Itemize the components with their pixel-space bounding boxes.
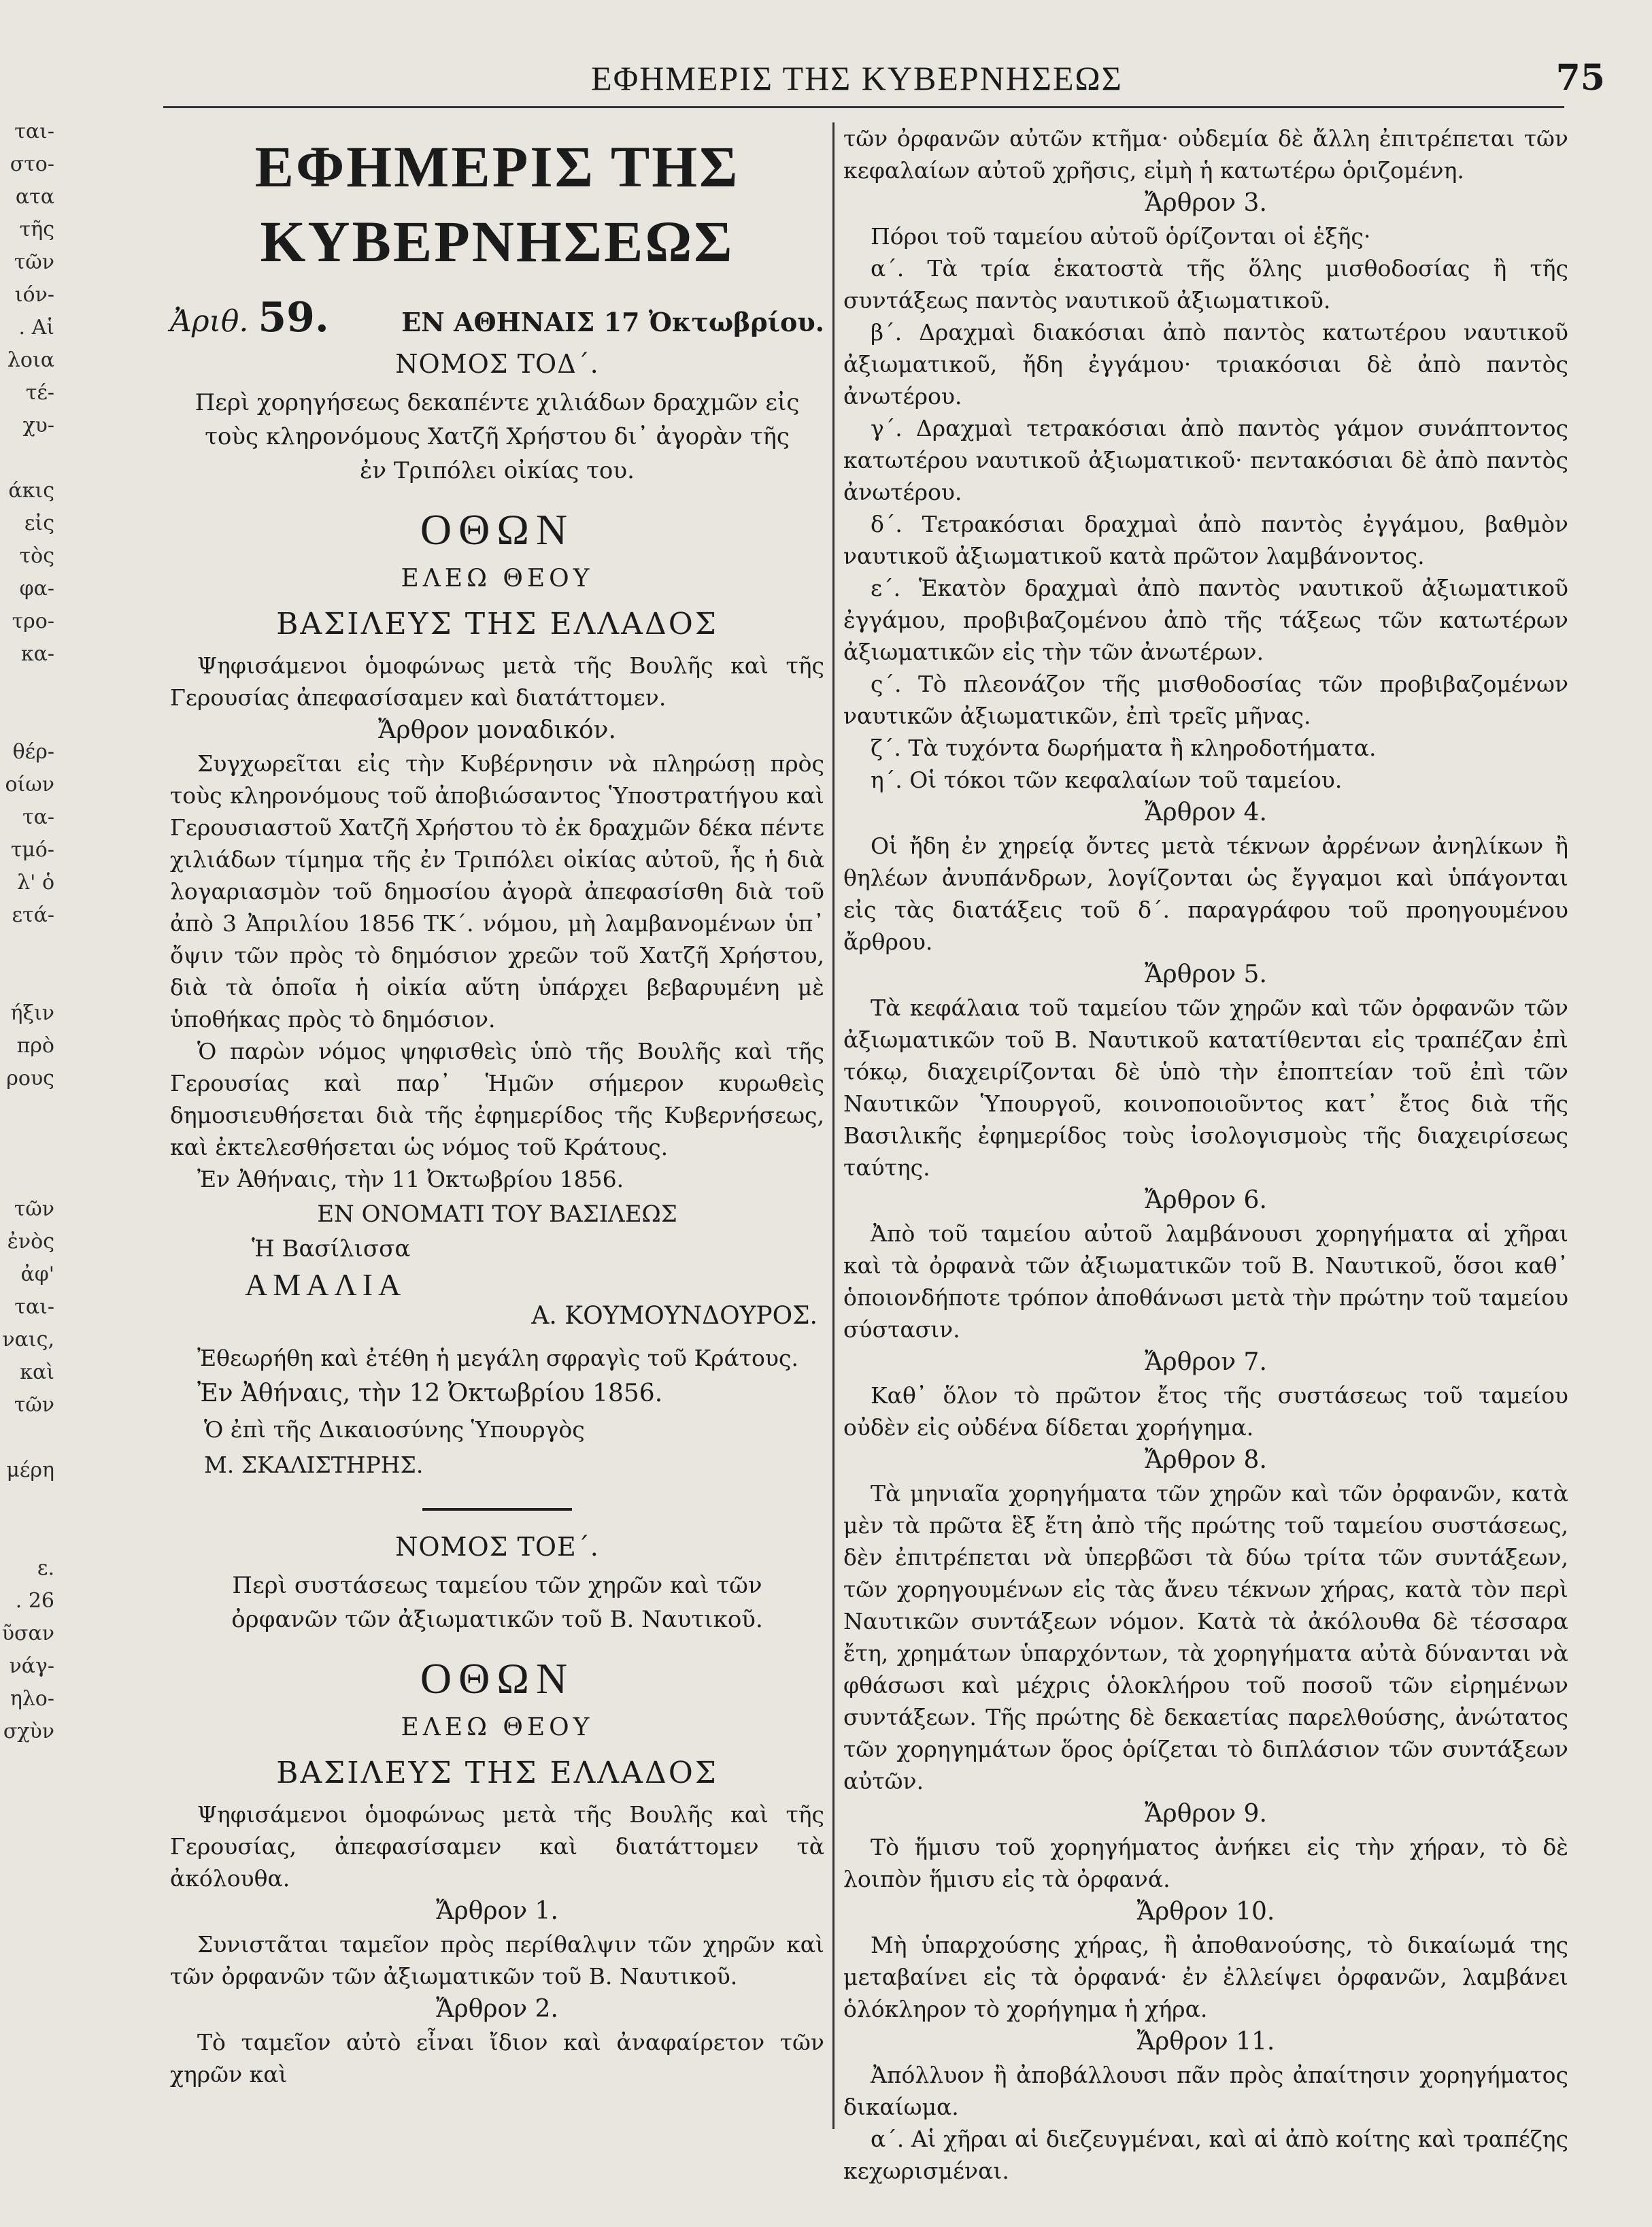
law2-king-title: ΒΑΣΙΛΕΥΣ ΤΗΣ ΕΛΛΑΔΟΣ xyxy=(276,1756,718,1790)
article-4-heading: Ἄρθρον 4. xyxy=(1145,799,1267,826)
margin-fragment: ται- xyxy=(14,120,54,144)
article-2-continuation: τῶν ὀρφανῶν αὐτῶν κτῆμα· οὐδεμία δὲ ἄλλη ἐπιτρέπεται τῶν κεφαλαίων αὐτοῦ χρῆσις, εἰμὴ ἡ κατωτέρω ὁριζομένη. xyxy=(843,125,1568,184)
margin-fragment: τέ- xyxy=(25,381,54,405)
minister-signature: Α. ΚΟΥΜΟΥΝΔΟΥΡΟΣ. xyxy=(531,1302,817,1330)
seal-statement: Ἐθεωρήθη καὶ ἐτέθη ἡ μεγάλη σφραγὶς τοῦ Κράτους. xyxy=(197,1345,798,1371)
margin-fragment: φα- xyxy=(19,577,54,601)
margin-fragment: ετά- xyxy=(12,903,54,927)
article-3-item-d: δ΄. Τετρακόσιαι δραχμαὶ ἀπὸ παντὸς ἐγγάμου, βαθμὸν ναυτικοῦ ἀξιωματικοῦ κατὰ πρῶτον λαμβάνοντος. xyxy=(843,511,1568,569)
margin-fragment: λ' ὁ xyxy=(17,871,54,894)
margin-fragment: τῶν xyxy=(14,250,54,274)
issue-number-block xyxy=(170,294,329,341)
margin-fragment: τῶν xyxy=(14,1393,54,1417)
issue-line xyxy=(170,279,824,340)
law2-article-2-heading: Ἄρθρον 2. xyxy=(436,1995,558,2023)
margin-fragment: μέρη xyxy=(6,1458,54,1482)
margin-fragment: τα- xyxy=(22,805,54,829)
margin-fragment xyxy=(0,1160,54,1193)
law-body: Συγχωρεῖται εἰς τὴν Κυβέρνησιν νὰ πληρώσῃ πρὸς τοὺς κληρονόμους τοῦ ἀποβιώσαντος Ὑποστρατήγου καὶ Γερουσιαστοῦ Χατζῆ Χρήστου τὸ ἐκ δραχμῶν δέκα πέντε χιλιάδων τίμημα τῆς ἐν Τριπόλει οἰκίας αὐτοῦ, ἧς ἡ διὰ λογαριασμὸν τοῦ δημοσίου ἀγορὰ ἀπεφασίσθη διὰ τοῦ ἀπὸ 3 Ἀπριλίου 1856 ΤΚ΄. νόμου, μὴ λαμβανομένων ὑπ᾽ ὄψιν τῶν πρὸς τὸ δημόσιον χρεῶν τοῦ Χατζῆ Χρήστου, διὰ τὰ ὁποῖα ἡ οἰκία αὕτη ὑπάρχει βεβαρυμένη μὲ ὑποθήκας πρὸς τὸ δημόσιον. xyxy=(170,750,824,1033)
law-subject: Περὶ χορηγήσεως δεκαπέντε χιλιάδων δραχμῶν εἰς τοὺς κληρονόμους Χατζῆ Χρήστου δι᾽ ἀγορὰν τῆς ἐν Τριπόλει οἰκίας του. xyxy=(195,389,800,484)
header-rule xyxy=(163,106,1564,108)
article-7-heading: Ἄρθρον 7. xyxy=(1145,1348,1267,1376)
article-3-item-c: γ΄. Δραχμαὶ τετρακόσιαι ἀπὸ παντὸς γάμον συνάπτοντος κατωτέρου ναυτικοῦ ἀξιωματικοῦ· πεντακόσιαι δὲ ἀπὸ παντὸς ἀνωτέρου. xyxy=(843,415,1568,505)
article-3-item-b: β΄. Δραχμαὶ διακόσιαι ἀπὸ παντὸς κατωτέρου ναυτικοῦ ἀξιωματικοῦ, ἤδη ἐγγάμου· τριακόσιαι δὲ ἀπὸ παντὸς ἀνωτέρου. xyxy=(843,319,1568,409)
margin-fragment xyxy=(0,1520,54,1552)
law-preamble: Ψηφισάμενοι ὁμοφώνως μετὰ τῆς Βουλῆς καὶ τῆς Γερουσίας ἀπεφασίσαμεν καὶ διατάττομεν. xyxy=(170,652,824,711)
law2-title: ΝΟΜΟΣ ΤΟΕ΄. xyxy=(395,1532,599,1562)
article-9-heading: Ἄρθρον 9. xyxy=(1145,1800,1267,1828)
article-10-text: Μὴ ὑπαρχούσης χήρας, ἢ ἀποθανούσης, τὸ δικαίωμά της μεταβαίνει εἰς τὰ ὀρφανά· ἐν ἐλλείψει ὀρφανῶν, λαμβάνει ὁλόκληρον τὸ χορήγημα ἡ χήρα. xyxy=(843,1932,1568,2022)
running-head: ΕΦΗΜΕΡΙΣ ΤΗΣ ΚΥΒΕΡΝΗΣΕΩΣ xyxy=(591,59,1123,97)
article-10-heading: Ἄρθρον 10. xyxy=(1136,1898,1275,1926)
page-number: 75 xyxy=(1555,57,1605,99)
article-3-item-a: α΄. Τὰ τρία ἑκατοστὰ τῆς ὅλης μισθοδοσίας ἢ τῆς συντάξεως παντὸς ναυτικοῦ ἀξιωματικοῦ. xyxy=(843,255,1568,314)
margin-fragment: ναις, xyxy=(2,1328,54,1352)
king-name: ΟΘΩΝ xyxy=(420,505,575,554)
article-3-item-g: ζ΄. Τὰ τυχόντα δωρήματα ἢ κληροδοτήματα. xyxy=(871,735,1377,761)
king-title: ΒΑΣΙΛΕΥΣ ΤΗΣ ΕΛΛΑΔΟΣ xyxy=(276,607,718,641)
margin-fragment: τὸς xyxy=(19,544,54,568)
masthead: ΕΦΗΜΕΡΙΣ ΤΗΣ ΚΥΒΕΡΝΗΣΕΩΣ xyxy=(254,134,740,274)
article-3-item-h: η΄. Οἱ τόκοι τῶν κεφαλαίων τοῦ ταμείου. xyxy=(871,767,1343,793)
margin-fragment xyxy=(0,1487,54,1520)
margin-fragment: σχὺν xyxy=(3,1720,54,1743)
article-3-heading: Ἄρθρον 3. xyxy=(1145,189,1267,217)
margin-fragment: νάγ- xyxy=(9,1654,54,1678)
margin-fragment: ἐνὸς xyxy=(7,1230,54,1254)
issue-number: 59. xyxy=(258,294,329,341)
margin-fragment xyxy=(0,965,54,997)
margin-fragment: ἀφ' xyxy=(20,1262,54,1286)
in-the-name-of-king: ΕΝ ΟΝΟΜΑΤΙ ΤΟΥ ΒΑΣΙΛΕΩΣ xyxy=(317,1201,677,1228)
margin-fragment xyxy=(0,442,54,475)
law-date: Ἐν Ἀθήναις, τὴν 11 Ὀκτωβρίου 1856. xyxy=(197,1166,624,1192)
margin-fragment: ατα xyxy=(15,185,54,209)
article-3-intro: Πόροι τοῦ ταμείου αὐτοῦ ὁρίζονται οἱ ἑξῆς· xyxy=(871,223,1371,250)
margin-fragment: καὶ xyxy=(20,1360,54,1384)
law2-article-1-text: Συνιστᾶται ταμεῖον πρὸς περίθαλψιν τῶν χηρῶν καὶ τῶν ὀρφανῶν τῶν ἀξιωματικῶν τοῦ Β. Ναυτικοῦ. xyxy=(170,1931,824,1990)
article-6-heading: Ἄρθρον 6. xyxy=(1145,1186,1267,1214)
margin-fragment: στο- xyxy=(10,152,54,176)
law-title: ΝΟΜΟΣ ΤΟΔ΄. xyxy=(395,349,599,379)
law2-article-2-text: Τὸ ταμεῖον αὐτὸ εἶναι ἴδιον καὶ ἀναφαίρετον τῶν χηρῶν καὶ xyxy=(170,2029,824,2088)
queen-signature-block xyxy=(170,1233,824,1342)
margin-fragment xyxy=(0,1128,54,1160)
article-5-text: Τὰ κεφάλαια τοῦ ταμείου τῶν χηρῶν καὶ τῶν ὀρφανῶν τῶν ἀξιωματικῶν τοῦ Β. Ναυτικοῦ κατατίθενται εἰς τραπέζαν ἐπὶ τόκῳ, διαχειρίζονται δὲ ὑπὸ τὴν ἐποπτείαν τοῦ ἐπὶ τῶν Ναυτικῶν Ὑπουργοῦ, κοινοποιοῦντος κατ᾽ ἔτος διὰ τῆς Βασιλικῆς ἐφημερίδος τοὺς ἰσολογισμοὺς τῆς διαχειρίσεως ταύτης. xyxy=(843,994,1568,1181)
section-rule xyxy=(422,1508,572,1511)
article-11-item-a: α΄. Αἱ χῆραι αἱ διεζευγμέναι, καὶ αἱ ἀπὸ κοίτης καὶ τραπέζης κεχωρισμέναι. xyxy=(843,2126,1568,2184)
margin-fragment: . 26 xyxy=(15,1589,54,1613)
article-11-text: Ἀπόλλυον ἢ ἀποβάλλουσι πᾶν πρὸς ἀπαίτησιν χορηγήματος δικαίωμα. xyxy=(843,2062,1568,2120)
issue-label: Ἀριθ. xyxy=(170,304,249,339)
article-6-text: Ἀπὸ τοῦ ταμείου αὐτοῦ λαμβάνουσι χορηγήματα αἱ χῆραι καὶ τὰ ὀρφανὰ τῶν ἀξιωματικῶν τοῦ Β. Ναυτικοῦ, ὅσοι καθ᾽ ὁποιονδήποτε τρόπον ἀποθάνωσι μετὰ τὴν πρώτην τοῦ ταμείου σύστασιν. xyxy=(843,1220,1568,1343)
previous-page-margin xyxy=(0,116,54,1748)
margin-fragment: λοια xyxy=(7,348,54,372)
margin-fragment: πρὸ xyxy=(16,1034,54,1058)
margin-fragment: ται- xyxy=(14,1295,54,1319)
seal-date: Ἐν Ἀθήναις, τὴν 12 Ὀκτωβρίου 1856. xyxy=(197,1379,663,1407)
article-9-text: Τὸ ἥμισυ τοῦ χορηγήματος ἀνήκει εἰς τὴν χήραν, τὸ δὲ λοιπὸν ἥμισυ εἰς τὰ ὀρφανά. xyxy=(843,1834,1568,1892)
article-11-heading: Ἄρθρον 11. xyxy=(1136,2028,1275,2056)
margin-fragment: τῆς xyxy=(19,218,54,241)
margin-fragment: ε. xyxy=(37,1556,54,1580)
margin-fragment: θέρ- xyxy=(12,740,54,764)
article-8-text: Τὰ μηνιαῖα χορηγήματα τῶν χηρῶν καὶ τῶν ὀρφανῶν, κατὰ μὲν τὰ πρῶτα ἓξ ἔτη ἀπὸ τῆς πρώτης τοῦ ταμείου συστάσεως, δὲν ἐπιτρέπεται νὰ ὑπερβῶσι τὰ δύω τρίτα τῶν συντάξεων, τῶν χορηγουμένων εἰς τὰς ἄνευ τέκνων χήρας, κατὰ τὸν περὶ Ναυτικῶν συντάξεων νόμον. Κατὰ τὰ ἀκόλουθα δὲ τέσσαρα ἔτη, χρημάτων ὑπαρχόντων, τὰ χορηγήματα αὐτὰ δύνανται νὰ φθάσωσι καὶ μέχρις ὁλοκλήρου τοῦ ποσοῦ τῶν εἰρημένων συντάξεων. Τῆς πρώτης δὲ δεκαετίας παρελθούσης, ἀνώτατος τῶν χορηγημάτων ὅρος ὁρίζεται τὸ διπλάσιον τῶν συντάξεων αὐτῶν. xyxy=(843,1480,1568,1794)
margin-fragment: τρο- xyxy=(12,609,54,633)
right-column xyxy=(843,122,1568,2187)
article-8-heading: Ἄρθρον 8. xyxy=(1145,1446,1267,1474)
margin-fragment: εἰς xyxy=(24,512,54,535)
law2-article-1-heading: Ἄρθρον 1. xyxy=(436,1897,558,1925)
article-7-text: Καθ᾽ ὅλον τὸ πρῶτον ἔτος τῆς συστάσεως τοῦ ταμείου οὐδὲν εἰς οὐδένα δίδεται χορήγημα. xyxy=(843,1382,1568,1441)
margin-fragment: τῶν xyxy=(14,1197,54,1221)
article-heading: Ἄρθρον μοναδικόν. xyxy=(378,716,616,744)
article-3-item-e: ε΄. Ἑκατὸν δραχμαὶ ἀπὸ παντὸς ναυτικοῦ ἀξιωματικοῦ ἐγγάμου, προβιβαζομένου ἀπὸ τῆς τάξεως τῶν κατωτέρων ἀξιωματικῶν εἰς τὴν τῶν ἀνωτέρων. xyxy=(843,575,1568,665)
law2-preamble: Ψηφισάμενοι ὁμοφώνως μετὰ τῆς Βουλῆς καὶ τῆς Γερουσίας, ἀπεφασίσαμεν καὶ διατάττομεν τὰ ἀκόλουθα. xyxy=(170,1801,824,1892)
justice-minister-name: Μ. ΣΚΑΛΙΣΤΗΡΗΣ. xyxy=(204,1452,424,1478)
margin-fragment: κα- xyxy=(20,642,54,666)
margin-fragment: ῦσαν xyxy=(1,1622,54,1645)
law2-grace-of-god: ΕΛΕΩ ΘΕΟΥ xyxy=(401,1713,594,1741)
margin-fragment xyxy=(0,703,54,736)
article-4-text: Οἱ ἤδη ἐν χηρείᾳ ὄντες μετὰ τέκνων ἀρρένων ἀνηλίκων ἢ θηλέων ἀνυπάνδρων, λογίζονται ὡς ἔγγαμοι καὶ ὑπάγονται εἰς τὰς διατάξεις τοῦ δ΄. παραγράφου τοῦ προηγουμένου ἄρθρου. xyxy=(843,833,1568,955)
queen-name: ΑΜΑΛΙΑ xyxy=(245,1267,407,1302)
column-divider xyxy=(832,122,835,2129)
margin-fragment: τμό- xyxy=(10,838,54,862)
margin-fragment: οίων xyxy=(5,773,54,797)
article-3-item-f: ς΄. Τὸ πλεονάζον τῆς μισθοδοσίας τῶν προβιβαζομένων ναυτικῶν ἀξιωματικῶν, ἐπὶ τρεῖς μῆνας. xyxy=(843,671,1568,729)
grace-of-god: ΕΛΕΩ ΘΕΟΥ xyxy=(401,565,594,592)
margin-fragment: ρους xyxy=(6,1067,54,1090)
law-enactment: Ὁ παρὼν νόμος ψηφισθεὶς ὑπὸ τῆς Βουλῆς καὶ τῆς Γερουσίας καὶ παρ᾽ Ἡμῶν σήμερον κυρωθεὶς δημοσιευθήσεται διὰ τῆς ἐφημερίδος τῆς Κυβερνήσεως, καὶ ἐκτελεσθήσεται ὡς νόμος τοῦ Κράτους. xyxy=(170,1038,824,1160)
issue-date: ΕΝ ΑΘΗΝΑΙΣ 17 Ὀκτωβρίου. xyxy=(401,307,824,337)
margin-fragment xyxy=(0,932,54,965)
margin-fragment: ήξιν xyxy=(10,1001,54,1025)
margin-fragment xyxy=(0,1422,54,1454)
margin-fragment xyxy=(0,1095,54,1128)
article-5-heading: Ἄρθρον 5. xyxy=(1145,960,1267,988)
left-column xyxy=(170,122,824,2090)
margin-fragment: ηλο- xyxy=(10,1687,54,1711)
margin-fragment: . Αἱ xyxy=(18,316,54,339)
justice-minister-title: Ὁ ἐπὶ τῆς Δικαιοσύνης Ὑπουργὸς xyxy=(204,1416,585,1443)
law2-subject: Περὶ συστάσεως ταμείου τῶν χηρῶν καὶ τῶν ὀρφανῶν τῶν ἀξιωματικῶν τοῦ Β. Ναυτικοῦ. xyxy=(231,1572,763,1633)
margin-fragment: άκις xyxy=(8,479,54,503)
queen-label: Ἡ Βασίλισσα xyxy=(252,1235,411,1262)
margin-fragment: ιόν- xyxy=(14,283,54,307)
margin-fragment: χυ- xyxy=(22,414,54,437)
margin-fragment xyxy=(0,671,54,703)
law2-king-name: ΟΘΩΝ xyxy=(420,1654,575,1703)
